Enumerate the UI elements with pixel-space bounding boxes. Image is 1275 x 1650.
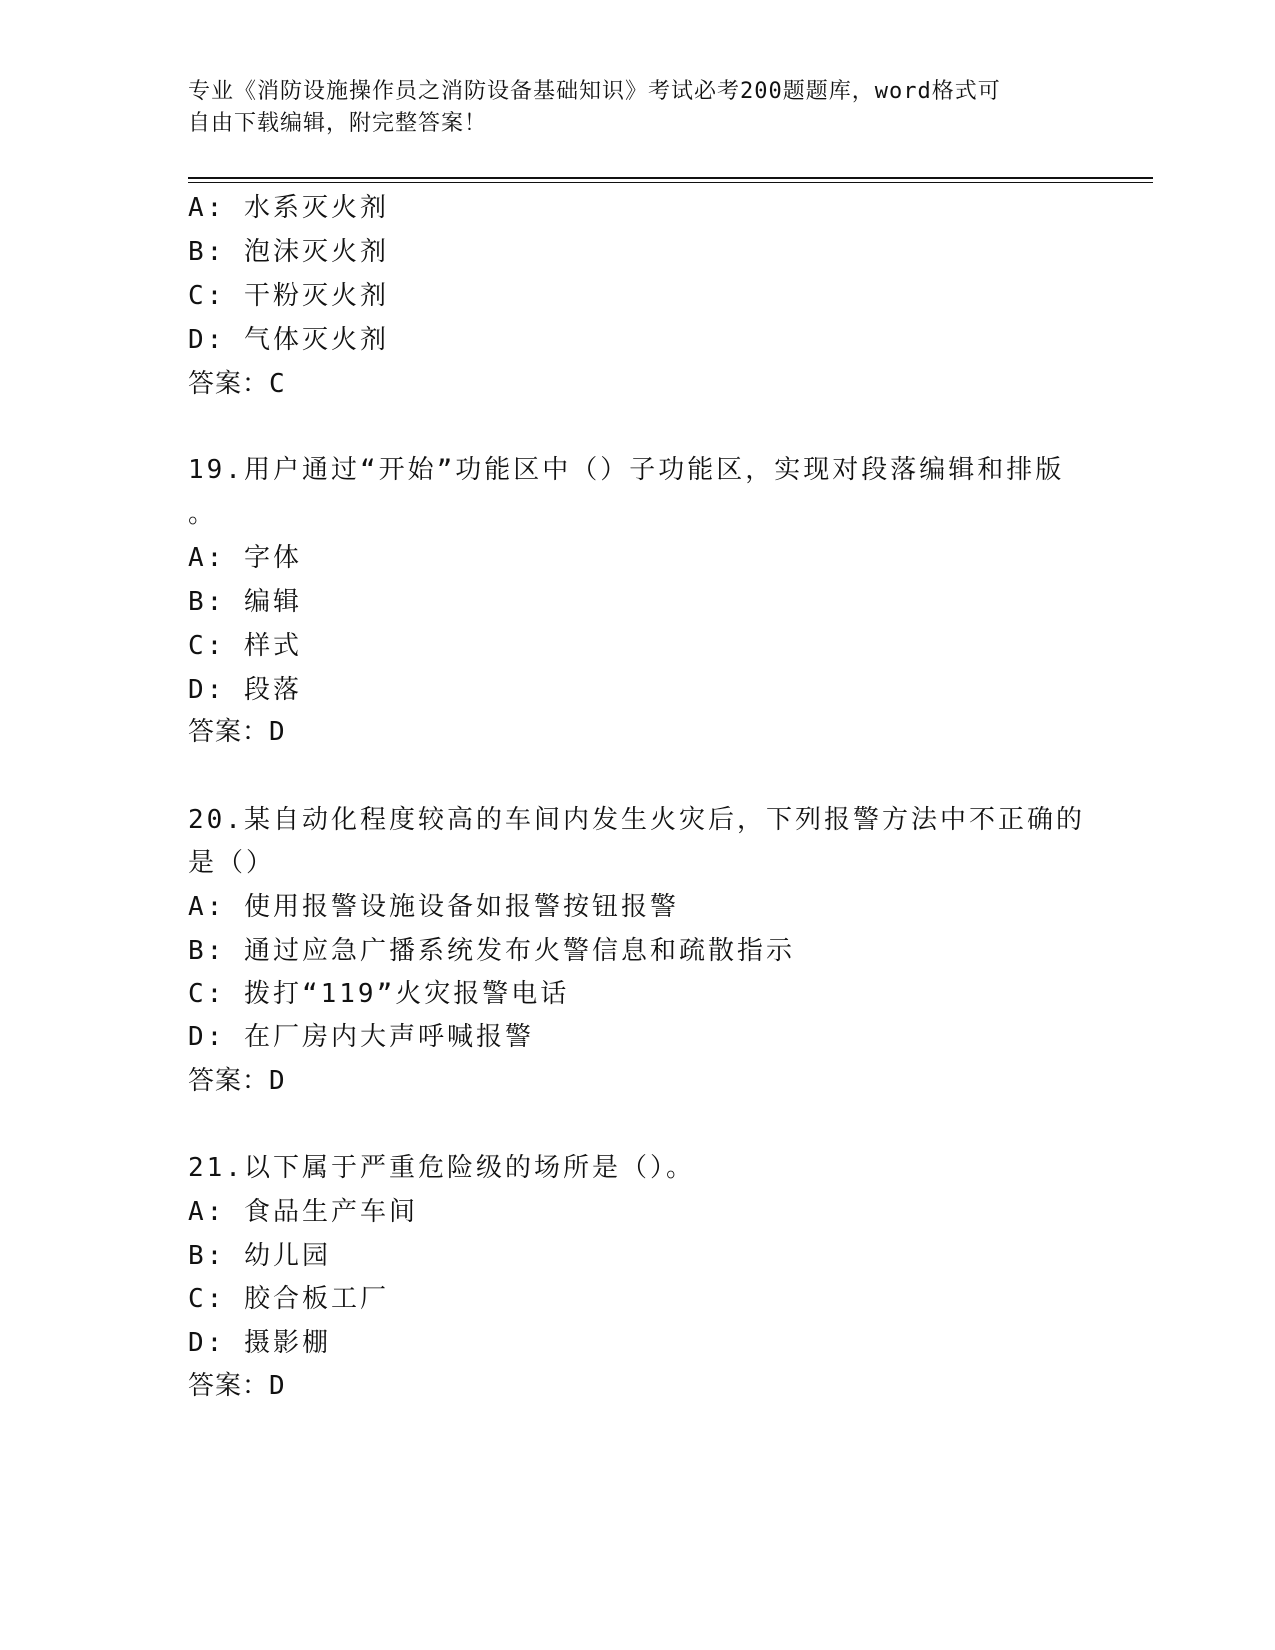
q19-option-c: C: 样式 xyxy=(188,631,302,661)
q19-stem-line-1: 19.用户通过“开始”功能区中（）子功能区，实现对段落编辑和排版 xyxy=(188,455,1065,485)
prev-answer: 答案：C xyxy=(188,369,286,399)
q21-option-a: A: 食品生产车间 xyxy=(188,1197,418,1227)
prev-option-a: A: 水系灭火剂 xyxy=(188,193,389,223)
prev-option-d: D: 气体灭火剂 xyxy=(188,325,389,355)
prev-option-c: C: 干粉灭火剂 xyxy=(188,281,389,311)
q20-answer: 答案：D xyxy=(188,1066,286,1096)
q21-option-d: D: 摄影棚 xyxy=(188,1328,331,1358)
q19-answer: 答案：D xyxy=(188,717,286,747)
q20-stem-line-1: 20.某自动化程度较高的车间内发生火灾后，下列报警方法中不正确的 xyxy=(188,805,1085,835)
q21-option-b: B: 幼儿园 xyxy=(188,1241,331,1271)
q19-stem-line-2: 。 xyxy=(188,499,218,529)
header-divider-thick xyxy=(188,177,1153,179)
header-title-line-1: 专业《消防设施操作员之消防设备基础知识》考试必考200题题库，word格式可 xyxy=(188,79,1001,104)
q19-option-d: D: 段落 xyxy=(188,675,302,705)
q20-option-c: C: 拨打“119”火灾报警电话 xyxy=(188,979,570,1009)
q21-stem: 21.以下属于严重危险级的场所是（）。 xyxy=(188,1153,695,1183)
document-header xyxy=(188,76,1088,140)
q20-option-b: B: 通过应急广播系统发布火警信息和疏散指示 xyxy=(188,936,795,966)
q19-option-a: A: 字体 xyxy=(188,543,302,573)
q20-stem-line-2: 是（） xyxy=(188,848,276,878)
q20-option-d: D: 在厂房内大声呼喊报警 xyxy=(188,1022,534,1052)
header-divider-thin xyxy=(188,182,1153,183)
prev-option-b: B: 泡沫灭火剂 xyxy=(188,237,389,267)
q20-option-a: A: 使用报警设施设备如报警按钮报警 xyxy=(188,892,679,922)
header-title-line-2: 自由下载编辑，附完整答案！ xyxy=(188,111,488,136)
q21-answer: 答案：D xyxy=(188,1371,286,1401)
q21-option-c: C: 胶合板工厂 xyxy=(188,1284,389,1314)
q19-option-b: B: 编辑 xyxy=(188,587,302,617)
